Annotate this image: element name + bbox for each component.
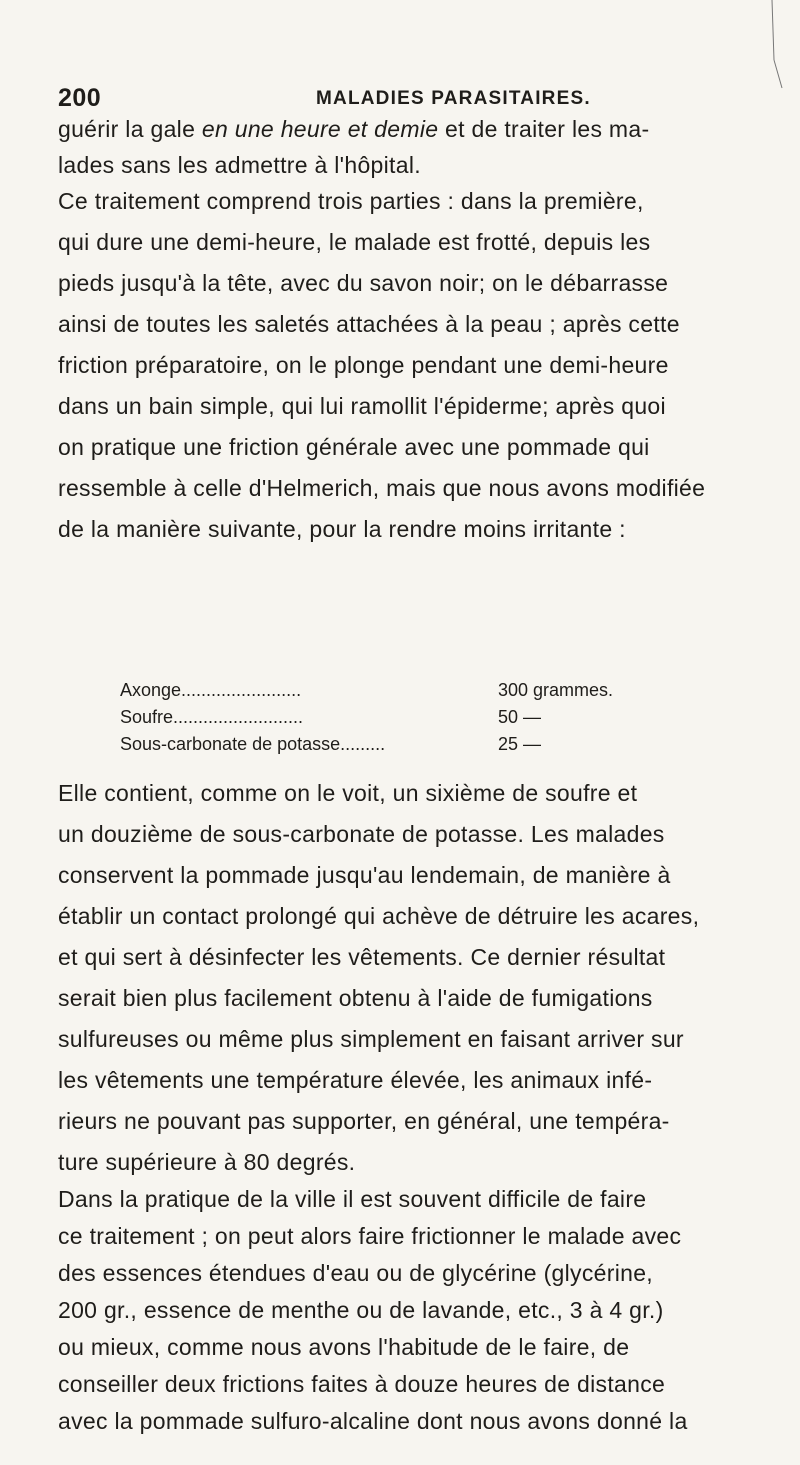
text-line: conservent la pommade jusqu'au lendemain, de manière à [58,862,671,888]
text-line: ce traitement ; on peut alors faire frictionner le malade avec [58,1223,682,1249]
text-line: 200 gr., essence de menthe ou de lavande, etc., 3 à 4 gr.) [58,1297,664,1323]
ingredient-name: Soufre.......................... [120,707,304,727]
text-line: avec la pommade sulfuro-alcaline dont nous avons donné la [58,1408,688,1434]
text-line: ou mieux, comme nous avons l'habitude de le faire, de [58,1334,630,1360]
ingredient-quantity: 25 — [498,734,542,754]
text-line: ture supérieure à 80 degrés. [58,1149,356,1175]
ingredient-name: Axonge........................ [120,680,302,700]
text-line: Elle contient, comme on le voit, un sixième de soufre et [58,780,638,806]
page-header [58,84,770,114]
running-head: MALADIES PARASITAIRES. [316,88,591,109]
text-line: les vêtements une température élevée, les animaux infé- [58,1067,653,1093]
ink-mark-icon [770,0,784,90]
text-line: Ce traitement comprend trois parties : dans la première, [58,188,644,214]
text-line: pieds jusqu'à la tête, avec du savon noir; on le débarrasse [58,270,669,296]
ingredient-quantity: 300 grammes. [498,680,614,700]
text-line: ainsi de toutes les saletés attachées à la peau ; après cette [58,311,680,337]
formula-row [120,734,680,758]
ingredient-name: Sous-carbonate de potasse......... [120,734,386,754]
text-line: on pratique une friction générale avec une pommade qui [58,434,650,460]
text-line: un douzième de sous-carbonate de potasse. Les malades [58,821,665,847]
text-line: friction préparatoire, on le plonge pendant une demi-heure [58,352,669,378]
text-line: lades sans les admettre à l'hôpital. [58,152,421,178]
text-line: dans un bain simple, qui lui ramollit l'épiderme; après quoi [58,393,666,419]
text-line: qui dure une demi-heure, le malade est frotté, depuis les [58,229,651,255]
text-line: ressemble à celle d'Helmerich, mais que nous avons modifiée [58,475,706,501]
text-line: des essences étendues d'eau ou de glycérine (glycérine, [58,1260,653,1286]
formula-row [120,680,680,704]
text-line: établir un contact prolongé qui achève de détruire les acares, [58,903,700,929]
text-line: rieurs ne pouvant pas supporter, en général, une tempéra- [58,1108,670,1134]
text-line: Dans la pratique de la ville il est souvent difficile de faire [58,1186,647,1212]
text-line: de la manière suivante, pour la rendre moins irritante : [58,516,626,542]
text-line: serait bien plus facilement obtenu à l'aide de fumigations [58,985,653,1011]
text-line: guérir la gale en une heure et demie et de traiter les ma- [58,116,650,142]
text-line: et qui sert à désinfecter les vêtements. Ce dernier résultat [58,944,666,970]
text-line: sulfureuses ou même plus simplement en faisant arriver sur [58,1026,684,1052]
formula-row [120,707,680,731]
ingredient-quantity: 50 — [498,707,542,727]
text-line: conseiller deux frictions faites à douze heures de distance [58,1371,666,1397]
page-number: 200 [58,84,102,112]
